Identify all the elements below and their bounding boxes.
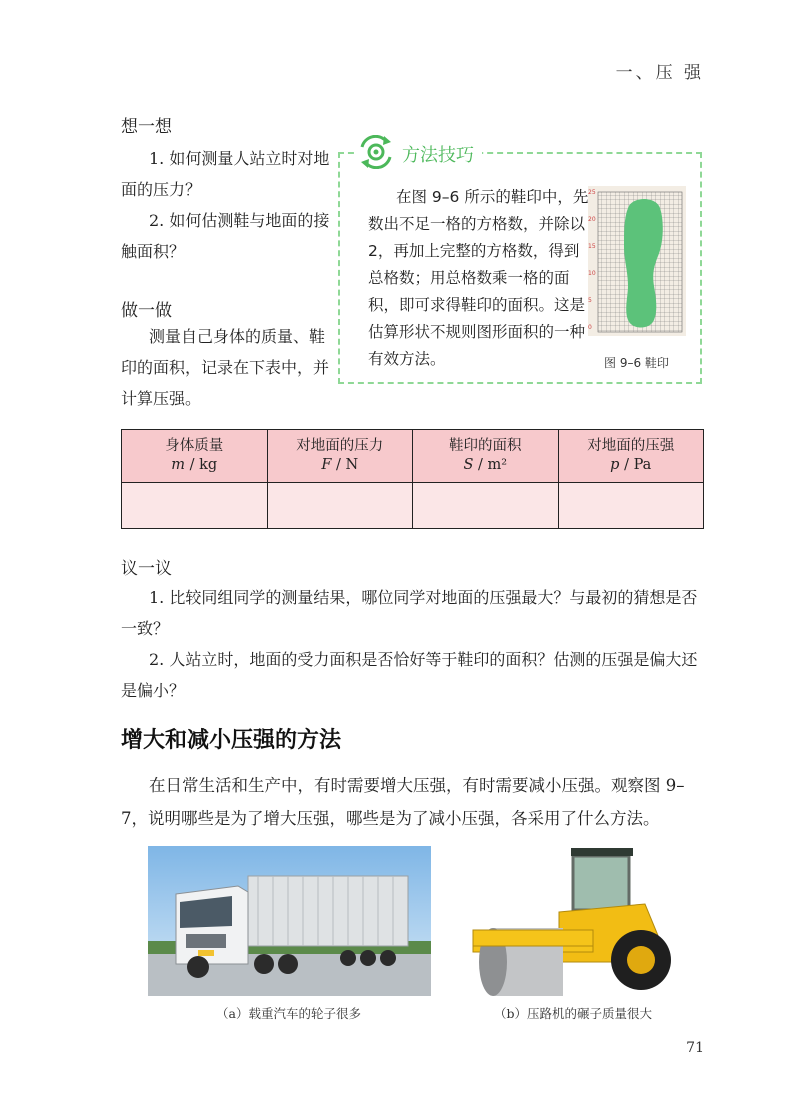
photo-b-caption: （b）压路机的碾子质量很大 (494, 1006, 653, 1021)
method-text (368, 184, 590, 373)
table-header-cell: 对地面的压力 F / N (267, 430, 413, 483)
page-number: 71 (686, 1040, 704, 1056)
chapter-title: 一、压 强 (615, 63, 704, 83)
table-header-cell: 对地面的压强 p / Pa (558, 430, 704, 483)
table-cell (122, 483, 268, 529)
table-cell (558, 483, 704, 529)
road-roller-photo (463, 842, 683, 998)
do-heading: 做一做 (121, 301, 172, 321)
gear-arrows-icon (356, 135, 396, 173)
think-item-2: 2. 如何估测鞋与地面的接触面积？ (121, 211, 330, 261)
do-text: 测量自己身体的质量、鞋印的面积，记录在下表中，并计算压强。 (121, 327, 330, 408)
discuss-item-1: 1. 比较同组同学的测量结果，哪位同学对地面的压强最大？与最初的猜想是否一致？ (121, 588, 698, 638)
discuss-heading: 议一议 (121, 559, 172, 579)
shoeprint-figure (588, 186, 686, 336)
method-title-group (356, 136, 482, 172)
discuss-item-2: 2. 人站立时，地面的受力面积是否恰好等于鞋印的面积？估测的压强是偏大还是偏小？ (121, 650, 698, 700)
table-header-cell: 身体质量 m / kg (122, 430, 268, 483)
table-row (122, 483, 704, 529)
section-text: 在日常生活和生产中，有时需要增大压强，有时需要减小压强。观察图 9–7，说明哪些是为了增大压强，哪些是为了减小压强，各采用了什么方法。 (121, 776, 685, 828)
axis-tick: 10 (588, 270, 596, 277)
truck-photo (148, 846, 431, 996)
think-item-1: 1. 如何测量人站立时对地面的压力？ (121, 149, 330, 199)
think-heading: 想一想 (121, 117, 172, 137)
table-header-row (122, 430, 704, 483)
table-header-cell: 鞋印的面积 S / m² (413, 430, 559, 483)
shoeprint-axis (588, 189, 600, 339)
section-title: 增大和减小压强的方法 (121, 728, 342, 753)
axis-tick: 15 (588, 243, 596, 250)
measurement-table (121, 429, 704, 529)
axis-tick: 0 (588, 324, 592, 331)
figure-caption: 图 9–6 鞋印 (604, 356, 669, 370)
photo-a-caption: （a）载重汽车的轮子很多 (216, 1006, 361, 1021)
method-text-body: 在图 9–6 所示的鞋印中，先数出不足一格的方格数，并除以 2，再加上完整的方格数，得到总格数；用总格数乘一格的面积，即可求得鞋印的面积。这是估算形状不规则图形面积的一种有效方法。 (368, 188, 589, 368)
axis-tick: 5 (588, 297, 592, 304)
method-title: 方法技巧 (402, 145, 474, 166)
axis-tick: 25 (588, 189, 596, 196)
table-cell (267, 483, 413, 529)
axis-tick: 20 (588, 216, 596, 223)
table-cell (413, 483, 559, 529)
